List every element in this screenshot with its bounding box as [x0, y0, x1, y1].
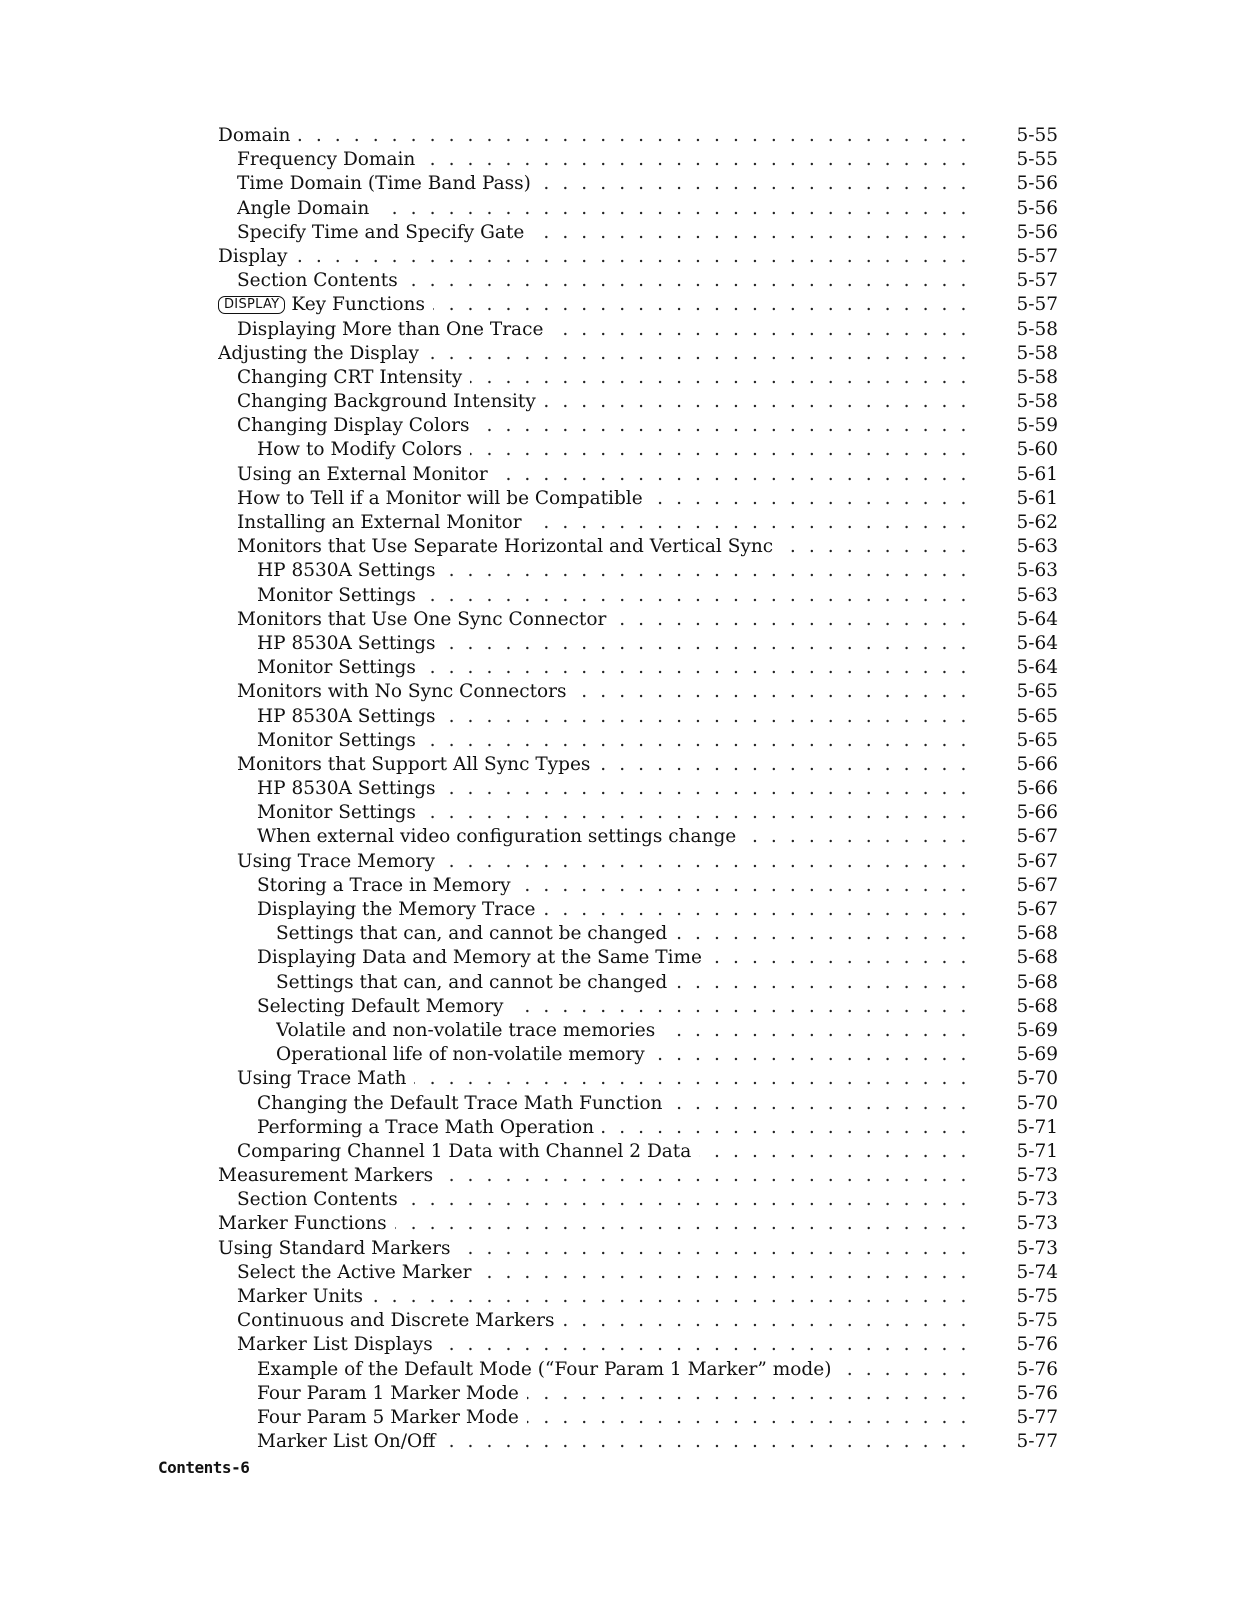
toc-entry[interactable]: [218, 850, 1068, 874]
toc-leader-dots: [237, 511, 970, 535]
toc-leader-dots: [237, 148, 970, 172]
toc-entry-text: Section Contents: [237, 1189, 398, 1211]
toc-page-number: 5-56: [1016, 173, 1058, 195]
toc-entry-text: Settings that can, and cannot be changed: [276, 923, 668, 945]
toc-page-number: 5-64: [1016, 657, 1058, 679]
toc-leader-dots: [237, 366, 970, 390]
toc-entry-text: Storing a Trace in Memory: [257, 874, 511, 896]
toc-entry-title: [237, 319, 551, 340]
toc-entry[interactable]: [218, 1309, 1068, 1333]
toc-leader-dots: [257, 946, 970, 970]
toc-entry-text: Monitor Settings: [257, 584, 416, 606]
toc-entry[interactable]: [218, 922, 1068, 946]
toc-entry-text: Time Domain (Time Band Pass): [237, 173, 531, 195]
toc-entry[interactable]: [218, 777, 1068, 801]
toc-page-number: 5-58: [1016, 366, 1058, 388]
toc-entry-title: [237, 681, 575, 702]
toc-entry-text: Comparing Channel 1 Data with Channel 2 Data: [237, 1140, 692, 1162]
toc-page-number: 5-65: [1016, 705, 1058, 727]
toc-page-number: 5-69: [1016, 1044, 1058, 1066]
toc-page-number: 5-66: [1016, 778, 1058, 800]
toc-leader-dots: [237, 608, 970, 632]
toc-entry-title: [257, 657, 424, 678]
toc-leader-dots: [257, 584, 970, 608]
toc-entry-text: Monitor Settings: [257, 657, 416, 679]
toc-entry-title: [237, 149, 423, 170]
toc-entry[interactable]: [218, 995, 1068, 1019]
toc-entry-text: Installing an External Monitor: [237, 512, 522, 533]
toc-entry-title: [276, 923, 675, 944]
toc-entry[interactable]: [218, 172, 1068, 196]
toc-entry-text: Selecting Default Memory: [257, 995, 504, 1017]
toc-entry-title: [276, 1020, 663, 1041]
toc-leader-dots: [237, 197, 970, 221]
toc-page-number: 5-63: [1016, 584, 1058, 606]
toc-leader-dots: [237, 221, 970, 245]
toc-entry[interactable]: [218, 221, 1068, 245]
toc-page-number: 5-75: [1016, 1286, 1058, 1307]
toc-leader-dots: [218, 124, 970, 148]
toc-entry-text: Changing Display Colors: [237, 415, 470, 437]
toc-entry-title: [257, 730, 424, 751]
toc-entry-title: [257, 1383, 527, 1404]
toc-entry-text: Key Functions: [291, 294, 425, 316]
toc-entry[interactable]: [218, 898, 1068, 922]
toc-page-number: 5-56: [1016, 221, 1058, 243]
toc-entry[interactable]: [218, 946, 1068, 970]
toc-entry-text: Performing a Trace Math Operation: [257, 1116, 595, 1138]
toc-entry[interactable]: [218, 1333, 1068, 1357]
toc-page-number: 5-71: [1016, 1140, 1058, 1162]
toc-leader-dots: [257, 874, 970, 898]
toc-entry-text: HP 8530A Settings: [257, 778, 436, 800]
toc-leader-dots: [237, 1309, 970, 1333]
toc-entry[interactable]: [218, 124, 1068, 148]
toc-page-number: 5-69: [1016, 1019, 1058, 1041]
toc-entry[interactable]: [218, 511, 1068, 535]
toc-leader-dots: [218, 245, 970, 269]
toc-leader-dots: [237, 535, 970, 559]
toc-entry[interactable]: [218, 632, 1068, 656]
toc-entry-text: When external video configuration settings change: [257, 826, 737, 848]
toc-entry-text: Section Contents: [237, 270, 398, 292]
toc-leader-dots: [218, 342, 970, 366]
toc-entry[interactable]: [218, 463, 1068, 487]
toc-page-number: 5-57: [1016, 270, 1058, 292]
toc-leader-dots: [237, 390, 970, 414]
toc-leader-dots: [237, 753, 970, 777]
toc-leader-dots: [237, 680, 970, 704]
toc-entry[interactable]: [218, 1164, 1068, 1188]
toc-entry[interactable]: [218, 1382, 1068, 1406]
toc-entry[interactable]: [218, 438, 1068, 462]
toc-entry[interactable]: [218, 1092, 1068, 1116]
toc-page-number: 5-68: [1016, 923, 1058, 945]
toc-entry-text: Using an External Monitor: [237, 463, 488, 485]
toc-leader-dots: [237, 1140, 970, 1164]
toc-leader-dots: [257, 656, 970, 680]
toc-page-number: 5-58: [1016, 342, 1058, 364]
toc-leader-dots: [257, 438, 970, 462]
toc-entry-title: [237, 222, 532, 243]
toc-entry-title: [237, 198, 377, 219]
toc-entry[interactable]: [218, 318, 1068, 342]
toc-entry-title: [257, 560, 443, 581]
toc-page-number: 5-71: [1016, 1116, 1058, 1138]
toc-entry-text: Changing Background Intensity: [237, 391, 536, 413]
toc-page-number: 5-73: [1016, 1213, 1058, 1235]
toc-entry-title: [257, 633, 443, 654]
toc-entry-title: [237, 851, 443, 872]
toc-leader-dots: [257, 705, 970, 729]
toc-entry[interactable]: [218, 487, 1068, 511]
toc-entry-title: [257, 585, 424, 606]
toc-entry-title: [257, 947, 710, 968]
toc-entry-title: [218, 294, 433, 315]
toc-page-number: 5-67: [1016, 850, 1058, 872]
toc-entry-title: [237, 1334, 441, 1355]
toc-page-number: 5-70: [1016, 1092, 1058, 1114]
toc-entry-title: [237, 173, 539, 194]
toc-leader-dots: [237, 463, 970, 487]
toc-entry-title: [237, 1068, 414, 1089]
toc-page-number: 5-67: [1016, 899, 1058, 920]
toc-entry[interactable]: [218, 753, 1068, 777]
toc-entry-title: [257, 778, 443, 799]
toc-leader-dots: [257, 1430, 970, 1454]
toc-entry-text: Displaying More than One Trace: [237, 318, 544, 340]
toc-entry-text: Monitors that Use One Sync Connector: [237, 608, 607, 630]
toc-page-number: 5-76: [1016, 1334, 1058, 1356]
toc-entry-title: [276, 972, 675, 993]
toc-entry-title: [218, 125, 298, 146]
toc-entry-title: [237, 512, 530, 533]
toc-entry-text: Select the Active Marker: [237, 1261, 472, 1283]
toc-leader-dots: [257, 1116, 970, 1140]
toc-page-number: 5-77: [1016, 1431, 1058, 1453]
toc-leader-dots: [237, 414, 970, 438]
toc-page-number: 5-56: [1016, 197, 1058, 219]
toc-entry[interactable]: [218, 1261, 1068, 1285]
toc-entry-title: [237, 415, 477, 436]
toc-entry-text: Specify Time and Specify Gate: [237, 221, 525, 243]
toc-entry-text: Marker Units: [237, 1286, 364, 1307]
toc-entry[interactable]: [218, 1067, 1068, 1091]
toc-page-number: 5-57: [1016, 294, 1058, 316]
toc-entry[interactable]: [218, 729, 1068, 753]
toc-entry[interactable]: [218, 825, 1068, 849]
toc-entry-text: Monitor Settings: [257, 802, 416, 824]
toc-entry-text: Example of the Default Mode (“Four Param 1 Marker” mode): [257, 1358, 832, 1380]
toc-leader-dots: [257, 632, 970, 656]
toc-entry-text: Adjusting the Display: [218, 342, 419, 364]
toc-entry-title: [257, 1431, 443, 1452]
toc-leader-dots: [237, 487, 970, 511]
toc-page-number: 5-66: [1016, 753, 1058, 775]
toc-entry[interactable]: [218, 874, 1068, 898]
toc-leader-dots: [237, 1285, 970, 1309]
toc-page-number: 5-58: [1016, 391, 1058, 413]
toc-entry-title: [257, 875, 519, 896]
toc-entry[interactable]: [218, 1237, 1068, 1261]
toc-entry-text: Domain: [218, 125, 291, 146]
toc-entry-title: [237, 391, 544, 412]
toc-entry-title: [237, 270, 406, 291]
toc-entry-title: [218, 1165, 441, 1186]
toc-leader-dots: [237, 850, 970, 874]
toc-entry-text: Operational life of non-volatile memory: [276, 1044, 645, 1066]
toc-entry[interactable]: [218, 1406, 1068, 1430]
toc-page-number: 5-74: [1016, 1261, 1058, 1283]
toc-leader-dots: [218, 1237, 970, 1261]
toc-leader-dots: [257, 1406, 970, 1430]
toc-leader-dots: [218, 1212, 970, 1236]
toc-page-number: 5-64: [1016, 632, 1058, 654]
toc-leader-dots: [237, 1188, 970, 1212]
toc-entry[interactable]: [218, 608, 1068, 632]
toc-entry-title: [237, 1286, 371, 1307]
toc-page-number: 5-65: [1016, 729, 1058, 751]
toc-leader-dots: [237, 318, 970, 342]
toc-page-number: 5-59: [1016, 415, 1058, 437]
toc-entry-text: Four Param 1 Marker Mode: [257, 1382, 519, 1404]
toc-entry[interactable]: [218, 414, 1068, 438]
toc-page-number: 5-70: [1016, 1068, 1058, 1090]
toc-entry[interactable]: [218, 1430, 1068, 1454]
toc-leader-dots: [218, 293, 970, 317]
toc-leader-dots: [237, 1261, 970, 1285]
toc-entry-text: Using Trace Memory: [237, 850, 435, 872]
toc-leader-dots: [257, 801, 970, 825]
toc-entry-text: Marker List Displays: [237, 1334, 433, 1356]
toc-page-number: 5-61: [1016, 463, 1058, 485]
toc-entry[interactable]: [218, 269, 1068, 293]
toc-page-number: 5-67: [1016, 874, 1058, 896]
toc-entry-title: [257, 899, 544, 920]
toc-entry-text: Using Trace Math: [237, 1068, 407, 1090]
toc-entry-text: Displaying the Memory Trace: [257, 899, 536, 920]
toc-entry-title: [237, 754, 598, 775]
toc-page-number: 5-55: [1016, 149, 1058, 171]
toc-entry-text: Frequency Domain: [237, 149, 416, 171]
toc-leader-dots: [237, 1067, 970, 1091]
toc-entry[interactable]: [218, 1140, 1068, 1164]
toc-entry-text: Settings that can, and cannot be changed: [276, 971, 668, 993]
toc-entry-title: [237, 464, 496, 485]
toc-entry[interactable]: [218, 1019, 1068, 1043]
toc-page-number: 5-62: [1016, 512, 1058, 533]
toc-entry[interactable]: [218, 801, 1068, 825]
toc-page-number: 5-63: [1016, 560, 1058, 582]
toc-entry[interactable]: [218, 1188, 1068, 1212]
toc-entry-text: HP 8530A Settings: [257, 560, 436, 582]
toc-entry-text: Using Standard Markers: [218, 1237, 451, 1259]
toc-page-number: 5-68: [1016, 947, 1058, 969]
toc-leader-dots: [237, 1333, 970, 1357]
toc-leader-dots: [257, 1358, 970, 1382]
toc-entry[interactable]: [218, 342, 1068, 366]
toc-entry[interactable]: [218, 148, 1068, 172]
toc-entry[interactable]: [218, 680, 1068, 704]
toc-page-number: 5-73: [1016, 1189, 1058, 1211]
toc-entry-title: [237, 367, 470, 388]
toc-entry[interactable]: [218, 535, 1068, 559]
toc-entry-text: How to Modify Colors: [257, 439, 463, 461]
toc-page-number: 5-63: [1016, 536, 1058, 558]
toc-entry-title: [257, 1093, 670, 1114]
toc-entry[interactable]: [218, 245, 1068, 269]
toc-leader-dots: [276, 1043, 970, 1067]
toc-leader-dots: [257, 825, 970, 849]
toc-entry-title: [257, 439, 470, 460]
toc-entry-text: Changing CRT Intensity: [237, 366, 463, 388]
toc-page-number: 5-65: [1016, 681, 1058, 703]
toc-entry-text: Display: [218, 245, 288, 267]
toc-entry-text: Four Param 5 Marker Mode: [257, 1406, 519, 1428]
toc-entry[interactable]: [218, 293, 1068, 317]
toc-page-number: 5-58: [1016, 318, 1058, 340]
toc-page-number: 5-66: [1016, 802, 1058, 824]
toc-entry-text: Volatile and non-volatile trace memories: [276, 1019, 656, 1041]
toc-page-number: 5-67: [1016, 826, 1058, 848]
toc-entry-title: [237, 1262, 480, 1283]
toc-page-number: 5-55: [1016, 125, 1058, 146]
toc-page-number: 5-73: [1016, 1165, 1058, 1187]
toc-leader-dots: [276, 922, 970, 946]
toc-entry-text: Measurement Markers: [218, 1165, 434, 1187]
toc-entry-text: Monitors that Use Separate Horizontal and Vertical Sync: [237, 536, 774, 558]
toc-page-number: 5-76: [1016, 1382, 1058, 1404]
toc-entry[interactable]: [218, 366, 1068, 390]
toc-entry-title: [218, 343, 427, 364]
toc-leader-dots: [276, 1019, 970, 1043]
toc-leader-dots: [276, 971, 970, 995]
toc-entry[interactable]: [218, 1285, 1068, 1309]
toc-entry-text: Monitors that Support All Sync Types: [237, 753, 591, 775]
toc-entry[interactable]: [218, 1212, 1068, 1236]
toc-entry-text: Marker List On/Off: [257, 1431, 436, 1453]
toc-entry[interactable]: [218, 705, 1068, 729]
toc-entry-text: Marker Functions: [218, 1213, 387, 1235]
hardkey-label: DISPLAY: [218, 296, 285, 314]
toc-entry-title: [257, 1407, 527, 1428]
toc-entry-title: [218, 1213, 395, 1234]
toc-entry-title: [276, 1044, 653, 1065]
page-footer: Contents-6: [158, 1458, 250, 1477]
table-of-contents: [218, 124, 1068, 1454]
toc-leader-dots: [257, 559, 970, 583]
toc-entry[interactable]: [218, 971, 1068, 995]
toc-entry-title: [237, 1141, 699, 1162]
toc-page-number: 5-75: [1016, 1310, 1058, 1332]
toc-page-number: 5-76: [1016, 1358, 1058, 1380]
toc-entry-title: [257, 1117, 602, 1138]
toc-leader-dots: [218, 1164, 970, 1188]
toc-page-number: 5-77: [1016, 1406, 1058, 1428]
toc-entry-title: [237, 488, 651, 509]
toc-entry-title: [218, 246, 295, 267]
toc-entry-title: [237, 609, 614, 630]
toc-leader-dots: [257, 777, 970, 801]
toc-entry-text: Changing the Default Trace Math Function: [257, 1092, 663, 1114]
toc-entry-title: [257, 706, 443, 727]
toc-leader-dots: [237, 269, 970, 293]
toc-entry-text: Displaying Data and Memory at the Same Time: [257, 947, 703, 969]
toc-entry-title: [257, 802, 424, 823]
toc-leader-dots: [237, 172, 970, 196]
toc-entry-text: Continuous and Discrete Markers: [237, 1310, 555, 1332]
toc-leader-dots: [257, 995, 970, 1019]
toc-entry[interactable]: [218, 197, 1068, 221]
toc-entry[interactable]: [218, 1043, 1068, 1067]
toc-entry[interactable]: [218, 1116, 1068, 1140]
toc-page-number: 5-61: [1016, 487, 1058, 509]
toc-entry-title: [237, 1189, 406, 1210]
toc-entry-text: Monitor Settings: [257, 729, 416, 751]
toc-entry-title: [218, 1238, 458, 1259]
toc-page-number: 5-60: [1016, 439, 1058, 461]
toc-page-number: 5-68: [1016, 995, 1058, 1017]
toc-entry[interactable]: [218, 1358, 1068, 1382]
toc-entry-text: Angle Domain: [237, 197, 370, 219]
toc-page-number: 5-68: [1016, 971, 1058, 993]
toc-entry-text: Monitors with No Sync Connectors: [237, 681, 567, 703]
toc-entry-text: HP 8530A Settings: [257, 705, 436, 727]
toc-entry[interactable]: [218, 559, 1068, 583]
toc-entry-title: [257, 996, 512, 1017]
toc-entry-title: [257, 826, 744, 847]
toc-entry[interactable]: [218, 584, 1068, 608]
toc-entry[interactable]: [218, 390, 1068, 414]
toc-entry-text: How to Tell if a Monitor will be Compatible: [237, 487, 643, 509]
toc-leader-dots: [257, 729, 970, 753]
toc-entry-title: [237, 1310, 562, 1331]
toc-leader-dots: [257, 898, 970, 922]
toc-leader-dots: [257, 1382, 970, 1406]
toc-page-number: 5-64: [1016, 608, 1058, 630]
toc-entry-title: [237, 536, 781, 557]
toc-entry-title: [257, 1359, 839, 1380]
toc-page-number: 5-73: [1016, 1237, 1058, 1259]
toc-leader-dots: [257, 1092, 970, 1116]
toc-entry-text: HP 8530A Settings: [257, 632, 436, 654]
toc-entry[interactable]: [218, 656, 1068, 680]
toc-page-number: 5-57: [1016, 245, 1058, 267]
